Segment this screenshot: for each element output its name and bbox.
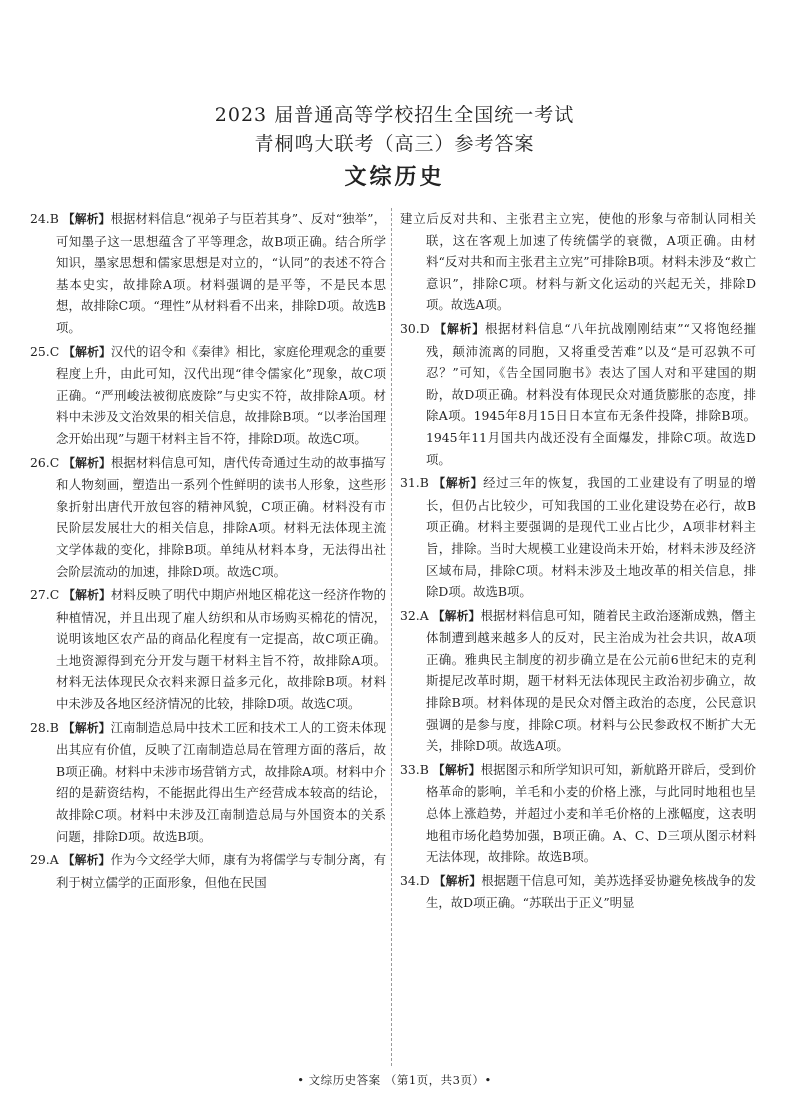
answer-item-29 <box>30 849 386 893</box>
analysis-tag: 【解析】 <box>63 344 111 359</box>
answer-text: 根据材料信息“视弟子与臣若其身”、反对“独举”，可知墨子这一思想蕴含了平等理念，故B项正确。结合所学知识，墨家思想和儒家思想是对立的，“认同”的表述不符合基本史实，故排除A项。材料强调的是平等，不是民本思想，故排除C项。“理性”从材料看不出来，排除D项。故选B项。 <box>56 211 386 335</box>
answer-number: 29.A <box>30 852 59 868</box>
answer-item-34 <box>400 870 756 914</box>
answer-item-24 <box>30 208 386 339</box>
answer-text: 根据材料信息可知，随着民主政治逐渐成熟，僭主体制遭到越来越多人的反对，民主治成为社会共识，故A项正确。雅典民主制度的初步确立是在公元前6世纪末的克利斯提尼改革时期，题干材料无法体现民主政治初步确立，故排除B项。材料体现的是民众对僭主政治的态度，公民意识强调的是参与度，排除C项。材料与公民参政权不断扩大无关，排除D项。故选A项。 <box>426 607 756 754</box>
answer-item-26 <box>30 452 386 583</box>
answer-text: 材料反映了明代中期庐州地区棉花这一经济作物的种植情况，并且出现了雇人纺织和从市场购买棉花的情况，说明该地区农产品的商品化程度有一定提高，故C项正确。土地资源得到充分开发与题干材料主旨不符，故排除A项。材料无法体现民众衣料来源日益多元化，故排除B项。材料中未涉及各地区经济情况的比较，排除D项。故选C项。 <box>56 587 386 712</box>
page-footer: • 文综历史答案 （第1页，共3页）• <box>297 1073 492 1087</box>
analysis-tag: 【解析】 <box>63 588 111 603</box>
subject-title: 文综历史 <box>344 165 445 190</box>
answer-item-25 <box>30 341 386 450</box>
answer-item-27 <box>30 584 386 715</box>
answer-number: 32.A <box>400 607 429 623</box>
analysis-tag: 【解析】 <box>62 212 111 226</box>
exam-subtitle: 青桐鸣大联考（高三）参考答案 <box>254 133 535 155</box>
answer-number: 25.C <box>30 343 60 359</box>
answer-number: 30.D <box>400 320 430 336</box>
left-column <box>30 208 386 895</box>
answer-number: 34.D <box>400 872 430 888</box>
answer-item-28 <box>30 717 386 848</box>
answer-number: 27.C <box>30 587 60 603</box>
answer-text: 根据材料信息可知，唐代传奇通过生动的故事描写和人物刻画，塑造出一系列个性鲜明的读书人形象，这些形象折射出唐代开放包容的精神风貌，C项正确。材料没有市民阶层发展壮大的相关信息，排除A项。材料无法体现主流文学体裁的变化，排除B项。单纯从材料本身，无法得出社会阶层流动的加速，排除D项。故选C项。 <box>56 454 386 579</box>
answer-text: 建立后反对共和、主张君主立宪，使他的形象与帝制认同相关联，这在客观上加速了传统儒学的衰微，A项正确。由材料“反对共和而主张君主立宪”可排除B项。材料未涉及“救亡意识”，排除C项。材料与新文化运动的兴起无关，排除D项。故选A项。 <box>400 211 756 313</box>
analysis-tag: 【解析】 <box>433 476 484 491</box>
answer-text: 作为今文经学大师，康有为将儒学与专制分离，有利于树立儒学的正面形象，但他在民国 <box>56 852 386 890</box>
analysis-tag: 【解析】 <box>434 321 485 336</box>
analysis-tag: 【解析】 <box>432 762 481 777</box>
answer-text: 根据图示和所学知识可知，新航路开辟后，受到价格革命的影响，羊毛和小麦的价格上涨，与此同时地租也呈总体上涨趋势，并超过小麦和羊毛价格的上涨幅度，这表明地租市场化趋势加强，B项正确。A、C、D三项从图示材料无法体现，故排除。故选B项。 <box>426 761 756 865</box>
answer-text: 根据题干信息可知，美苏选择妥协避免核战争的发生，故D项正确。“苏联出于正义”明显 <box>426 872 756 911</box>
answer-number: 26.C <box>30 454 60 470</box>
answer-item-32 <box>400 605 756 757</box>
answer-number: 24.B <box>30 211 59 226</box>
right-column <box>400 208 756 916</box>
analysis-tag: 【解析】 <box>63 455 111 470</box>
column-divider <box>391 208 392 1066</box>
analysis-tag: 【解析】 <box>433 873 482 888</box>
answer-text: 经过三年的恢复，我国的工业建设有了明显的增长，但仍占比较少，可知我国的工业化建设势在必行，故B项正确。材料主要强调的是现代工业占比少，A项非材料主旨，排除。当时大规模工业建设尚未开始，材料未涉及经济区域布局，排除C项。材料未涉及土地改革的相关信息，排除D项。故选B项。 <box>426 475 756 600</box>
answer-number: 33.B <box>400 761 429 777</box>
answer-number: 28.B <box>30 719 59 735</box>
answer-number: 31.B <box>400 475 429 491</box>
analysis-tag: 【解析】 <box>432 608 481 623</box>
answer-text: 根据材料信息“八年抗战刚刚结束”“又将饱经摧残，颠沛流离的同胞，又将重受苦难”以及“是可忍孰不可忍？”可知，《告全国同胞书》表达了国人对和平建国的期盼，故D项正确。材料没有体现民众对通货膨胀的态度，排除A项。1945年8月15日日本宣布无条件投降，排除B项。1945年11月国共内战还没有全面爆发，排除C项。故选D项。 <box>426 320 756 467</box>
exam-title: 2023 届普通高等学校招生全国统一考试 <box>214 104 575 126</box>
answer-item-31 <box>400 472 756 603</box>
analysis-tag: 【解析】 <box>62 853 111 868</box>
analysis-tag: 【解析】 <box>62 720 111 735</box>
answer-item-33 <box>400 759 756 868</box>
answer-item-30 <box>400 318 756 470</box>
answer-text: 江南制造总局中技术工匠和技术工人的工资未体现出其应有价值，反映了江南制造总局在管理方面的落后，故B项正确。材料中未涉市场营销方式，故排除A项。材料中介绍的是薪资结构，不能据此得出生产经营成本较高的结论，故排除C项。材料中未涉及江南制造总局与外国资本的关系问题，排除D项。故选B项。 <box>56 719 386 844</box>
answer-text: 汉代的诏令和《秦律》相比，家庭伦理观念的重要程度上升，由此可知，汉代出现“律令儒家化”现象，故C项正确。“严刑峻法被彻底废除”与史实不符，故排除A项。材料中未涉及文治效果的相关信息，故排除B项。“以孝治国理念开始出现”与题干材料主旨不符，排除D项。故选C项。 <box>56 343 386 446</box>
answer-item-29-continued <box>400 208 756 316</box>
